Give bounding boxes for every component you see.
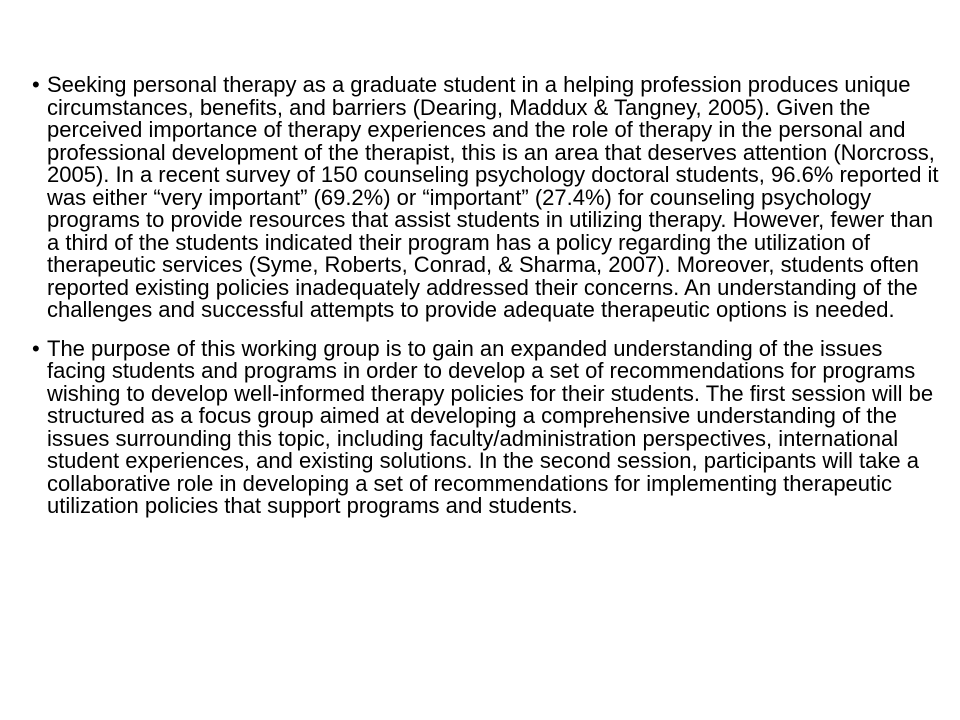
bullet-text-background: Seeking personal therapy as a graduate student in a helping profession produces unique circumstances, benefits, and barriers (Dearing, Maddux & Tangney, 2005). Given the perceived importance of therapy experiences and the role of therapy in the personal and professional development of the therapist, this is an area that deserves attention (Norcross, 2005). In a recent survey of 150 counseling psychology doctoral students, 96.6% reported it was either “very important” (69.2%) or “important” (27.4%) for counseling psychology programs to provide resources that assist students in utilizing therapy. However, fewer than a third of the students indicated their program has a policy regarding the utilization of therapeutic services (Syme, Roberts, Conrad, & Sharma, 2007). Moreover, students often reported existing policies inadequately addressed their concerns. An understanding of the challenges and successful attempts to provide adequate therapeutic options is needed. bbox=[47, 72, 939, 322]
bullet-list bbox=[32, 74, 942, 534]
bullet-item-background bbox=[32, 74, 942, 322]
bullet-dot-icon: • bbox=[32, 335, 40, 361]
bullet-text-purpose: The purpose of this working group is to gain an expanded understanding of the issues facing students and programs in order to develop a set of recommendations for programs wishing to develop well-informed therapy policies for their students. The first session will be structured as a focus group aimed at developing a comprehensive understanding of the issues surrounding this topic, including faculty/administration perspectives, international student experiences, and existing solutions. In the second session, participants will take a collaborative role in developing a set of recommendations for implementing therapeutic utilization policies that support programs and students. bbox=[47, 335, 934, 518]
bullet-item-purpose bbox=[32, 335, 942, 518]
bullet-dot-icon: • bbox=[32, 72, 40, 97]
